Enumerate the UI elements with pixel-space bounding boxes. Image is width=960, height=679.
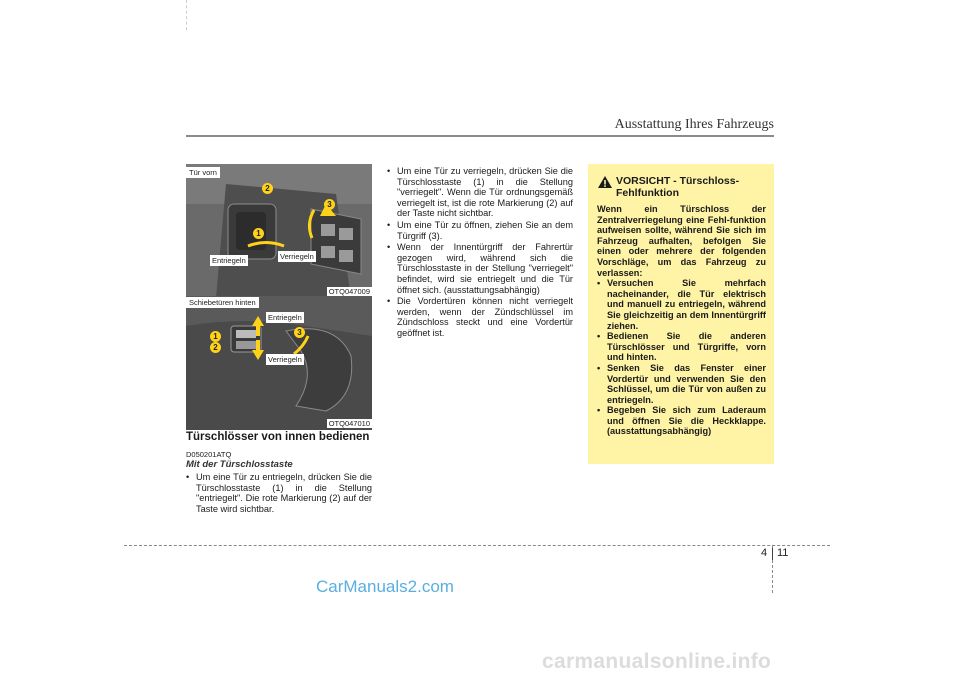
caution-intro: Wenn ein Türschloss der Zentralverriegelung eine Fehl-funktion aufweisen sollte, während Sie sich im Fahrzeug aufhalten, befolgen Sie einen oder mehrere der folgenden Vorschläge, um das Fahrzeug zu verlassen: — [597, 204, 766, 278]
marker-3: 3 — [294, 327, 305, 338]
caution-body — [597, 204, 766, 437]
figure-code: OTQ047010 — [328, 419, 370, 428]
list-item: • Senken Sie das Fenster einer Vordertür und verwenden Sie den Schlüssel, um die Tür von außen zu entriegeln. — [597, 363, 766, 405]
left-bullet-list — [186, 472, 372, 515]
callout-lock: Verriegeln — [268, 355, 302, 364]
figure-code: OTQ047009 — [328, 287, 370, 296]
watermark-bottom: carmanualsonline.info — [542, 650, 772, 673]
figure-tag: Schiebetüren hinten — [186, 297, 259, 308]
front-door-illustration — [186, 164, 372, 298]
reference-code: D050201ATQ — [186, 450, 232, 459]
caution-list — [597, 278, 766, 437]
list-item: • Die Vordertüren können nicht verriegelt werden, wenn der Zündschlüssel im Zündschloss steckt und eine Vordertür geöffnet ist. — [387, 296, 573, 338]
list-item: • Bedienen Sie die anderen Türschlösser und Türgriffe, vorn und hinten. — [597, 331, 766, 363]
figure-sliding-door — [186, 296, 372, 430]
header-rule — [186, 135, 774, 137]
marker-1: 1 — [253, 228, 264, 239]
page-number: 11 — [777, 547, 789, 559]
caution-title-text: VORSICHT - Türschloss-Fehlfunktion — [616, 175, 740, 199]
marker-2: 2 — [210, 342, 221, 353]
figure-tag: Tür vorn — [186, 167, 220, 178]
watermark-top: CarManuals2.com — [316, 577, 454, 596]
callout-unlock: Entriegeln — [212, 256, 246, 265]
section-title: Türschlösser von innen bedienen — [186, 431, 370, 443]
page-header-title: Ausstattung Ihres Fahrzeugs — [614, 117, 774, 132]
figure-front-door — [186, 164, 372, 298]
list-item: • Versuchen Sie mehrfach nacheinander, die Tür elektrisch und manuell zu entriegeln, während Sie gleichzeitig an dem Innentürgriff ziehen. — [597, 278, 766, 331]
caution-title — [598, 176, 768, 199]
subheading: Mit der Türschlosstaste — [186, 459, 293, 470]
marker-2: 2 — [262, 183, 273, 194]
callout-unlock: Entriegeln — [268, 313, 302, 322]
top-guide-line — [186, 0, 187, 30]
marker-3: 3 — [324, 199, 335, 210]
caution-box — [588, 164, 774, 464]
list-item: • Um eine Tür zu verriegeln, drücken Sie die Türschlosstaste (1) in die Stellung "verriegelt". Wenn die Tür ordnungsgemäß verriegelt ist, ist die rote Markierung (2) auf der Taste nicht sichtbar. — [387, 166, 573, 219]
footer-rule — [124, 545, 830, 546]
right-bullet-list — [387, 166, 573, 340]
list-item: • Wenn der Innentürgriff der Fahrertür gezogen wird, während sich die Türschlosstaste in der Stellung "verriegelt" befindet, wird sie entriegelt und die Tür öffnet sich. (ausstattungsabhängig) — [387, 242, 573, 295]
page-separator — [772, 548, 773, 560]
marker-1: 1 — [210, 331, 221, 342]
list-item: • Begeben Sie sich zum Laderaum und öffnen Sie die Heckklappe. (ausstattungsabhängig) — [597, 405, 766, 437]
chapter-number: 4 — [761, 547, 768, 559]
list-item: • Um eine Tür zu entriegeln, drücken Sie die Türschlosstaste (1) in die Stellung "entriegelt". Die rote Markierung (2) auf der Taste wird sichtbar. — [186, 472, 372, 514]
list-item: • Um eine Tür zu öffnen, ziehen Sie an dem Türgriff (3). — [387, 220, 573, 241]
callout-lock: Verriegeln — [280, 252, 314, 261]
